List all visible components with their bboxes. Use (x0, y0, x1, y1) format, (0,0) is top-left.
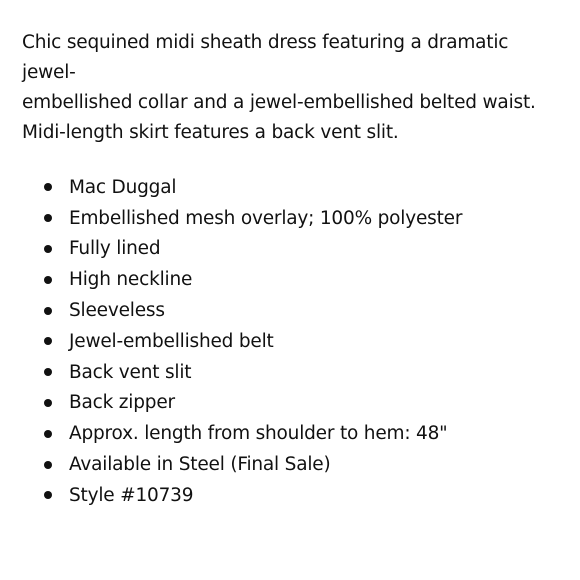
feature-text: Back zipper (69, 392, 175, 414)
feature-item-style-number (22, 480, 562, 511)
bullet-icon (44, 461, 52, 469)
bullet-icon (44, 183, 52, 191)
feature-item-lining (22, 234, 562, 265)
bullet-icon (44, 399, 52, 407)
feature-list (22, 172, 562, 511)
feature-text: Jewel-embellished belt (69, 330, 274, 352)
bullet-icon (44, 276, 52, 284)
feature-item-closure (22, 388, 562, 419)
bullet-icon (44, 368, 52, 376)
feature-text: Embellished mesh overlay; 100% polyester (69, 207, 463, 229)
feature-item-neckline (22, 264, 562, 295)
description-line: Midi-length skirt features a back vent slit. (22, 122, 399, 143)
bullet-icon (44, 491, 52, 499)
description-line: Chic sequined midi sheath dress featuring a dramatic jewel- (22, 32, 509, 83)
feature-text: High neckline (69, 269, 193, 291)
feature-text: Fully lined (69, 238, 161, 260)
feature-item-brand (22, 172, 562, 203)
bullet-icon (44, 245, 52, 253)
bullet-icon (44, 430, 52, 438)
feature-item-availability (22, 449, 562, 480)
description-line: embellished collar and a jewel-embellished belted waist. (22, 92, 536, 113)
bullet-icon (44, 214, 52, 222)
feature-text: Mac Duggal (69, 176, 177, 198)
feature-item-belt (22, 326, 562, 357)
feature-text: Sleeveless (69, 300, 165, 322)
feature-item-material (22, 203, 562, 234)
feature-text: Style #10739 (69, 484, 194, 506)
bullet-icon (44, 337, 52, 345)
feature-text: Approx. length from shoulder to hem: 48" (69, 423, 448, 445)
feature-item-sleeves (22, 295, 562, 326)
bullet-icon (44, 307, 52, 315)
feature-text: Back vent slit (69, 361, 192, 383)
product-details (22, 28, 562, 511)
product-description (22, 28, 562, 148)
feature-text: Available in Steel (Final Sale) (69, 454, 331, 476)
feature-item-length (22, 418, 562, 449)
feature-item-vent (22, 357, 562, 388)
